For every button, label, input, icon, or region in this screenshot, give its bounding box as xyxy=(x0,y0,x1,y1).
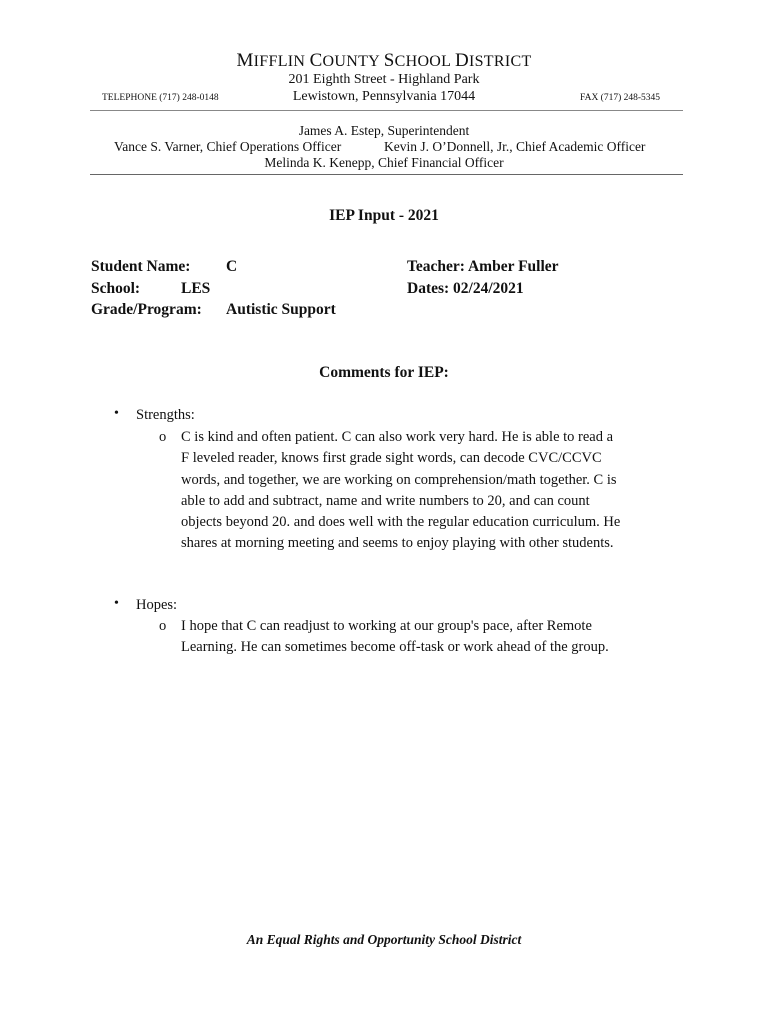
grade-program-value: Autistic Support xyxy=(226,301,336,318)
teacher-name: Teacher: Amber Fuller xyxy=(407,258,559,275)
hopes-line: I hope that C can readjust to working at our group's pace, after Remote xyxy=(181,618,592,634)
hopes-label: Hopes: xyxy=(136,597,178,613)
bullet-icon: • xyxy=(114,596,119,611)
strengths-line: shares at morning meeting and seems to enjoy playing with other students. xyxy=(181,535,614,552)
student-name-value: C xyxy=(226,258,238,275)
strengths-line: objects beyond 20. and does well with the regular education curriculum. He xyxy=(181,514,621,531)
address-line-2: Lewistown, Pennsylvania 17044 xyxy=(292,89,476,104)
sub-bullet-icon: o xyxy=(159,618,167,634)
student-name-label: Student Name: xyxy=(91,258,191,275)
bullet-icon: • xyxy=(114,406,119,421)
hopes-line: Learning. He can sometimes become off-task or work ahead of the group. xyxy=(181,639,609,656)
school-value: LES xyxy=(181,280,211,297)
fax-number: FAX (717) 248-5345 xyxy=(580,93,661,103)
dates-field: Dates: 02/24/2021 xyxy=(407,280,524,297)
footer-tagline: An Equal Rights and Opportunity School District xyxy=(246,932,522,947)
strengths-line: able to add and subtract, name and write numbers to 20, and can count xyxy=(181,492,590,509)
strengths-line: C is kind and often patient. C can also work very hard. He is able to read a xyxy=(181,429,614,445)
district-name: MIFFLIN COUNTY SCHOOL DISTRICT xyxy=(236,50,532,71)
strengths-line: words, and together, we are working on comprehension/math together. C is xyxy=(181,471,617,488)
header-divider-bottom xyxy=(90,174,683,175)
telephone-number: TELEPHONE (717) 248-0148 xyxy=(102,93,219,103)
hopes-text xyxy=(181,616,681,659)
superintendent-line: James A. Estep, Superintendent xyxy=(298,123,470,138)
school-label: School: xyxy=(91,280,141,297)
strengths-label: Strengths: xyxy=(136,407,195,423)
operations-officer-line: Vance S. Varner, Chief Operations Officer xyxy=(114,139,342,154)
academic-officer-line: Kevin J. O’Donnell, Jr., Chief Academic Officer xyxy=(384,139,646,154)
document-title: IEP Input - 2021 xyxy=(329,207,439,224)
comments-heading: Comments for IEP: xyxy=(319,364,449,381)
header-divider-top xyxy=(90,110,683,111)
strengths-text xyxy=(181,427,681,555)
strengths-line: F leveled reader, knows first grade sight words, can decode CVC/CCVC xyxy=(181,450,602,467)
sub-bullet-icon: o xyxy=(159,429,167,445)
financial-officer-line: Melinda K. Kenepp, Chief Financial Officer xyxy=(264,155,504,170)
address-line-1: 201 Eighth Street - Highland Park xyxy=(288,72,480,87)
grade-program-label: Grade/Program: xyxy=(91,301,202,318)
